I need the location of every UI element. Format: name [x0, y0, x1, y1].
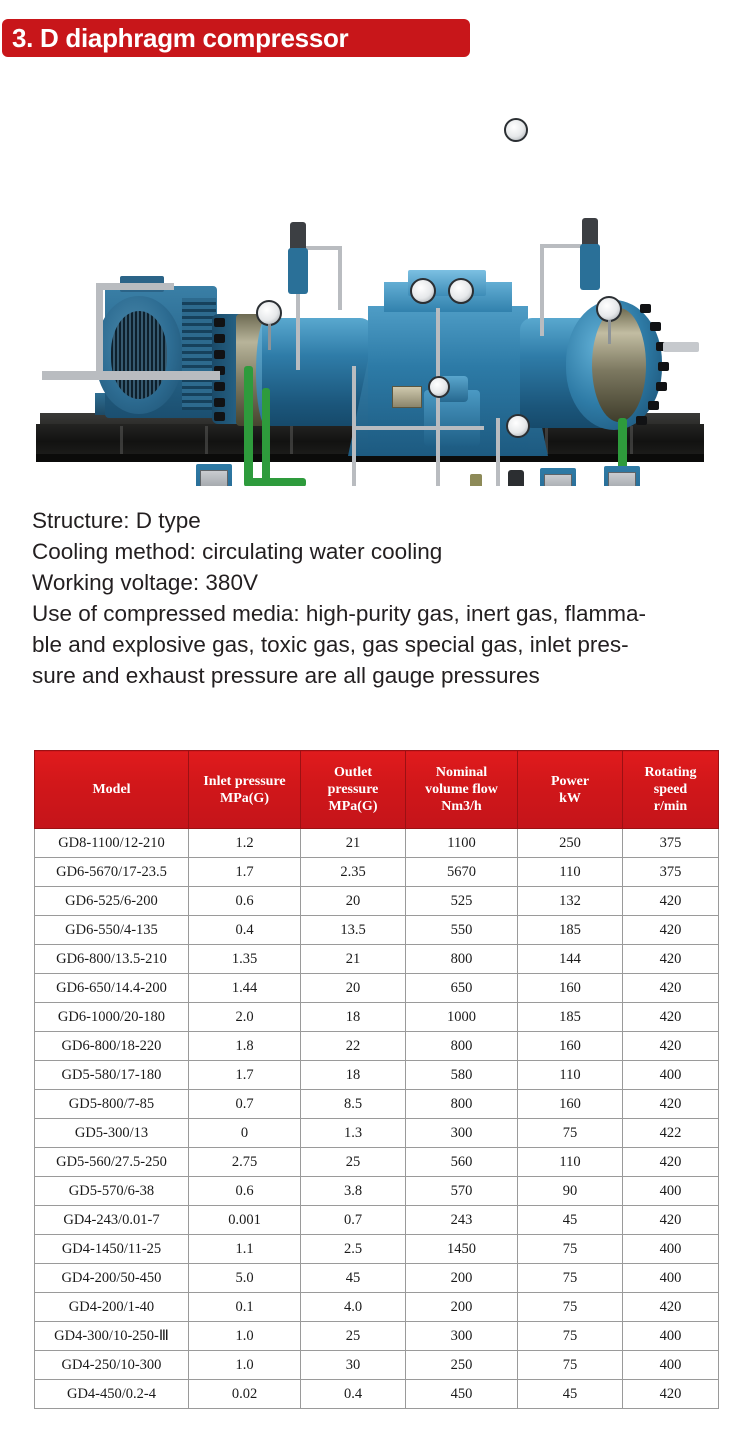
motor-cooling-fins: [182, 298, 216, 410]
table-row: [35, 974, 719, 1003]
control-tubing: [496, 418, 500, 486]
suction-top-run: [96, 283, 174, 290]
table-row: [35, 829, 719, 858]
cell-nominal-volume-flow: 300: [406, 1119, 518, 1148]
cell-model: GD6-525/6-200: [35, 887, 189, 916]
column-header-power: Power kW: [518, 751, 623, 829]
cell-rotating-speed: 420: [623, 1090, 719, 1119]
inlet-valve-body: [288, 248, 308, 294]
cell-model: GD4-1450/11-25: [35, 1235, 189, 1264]
table-row: [35, 916, 719, 945]
cooling-water-pipe: [244, 478, 306, 486]
suction-pipe: [42, 371, 220, 380]
cell-rotating-speed: 420: [623, 1206, 719, 1235]
cell-nominal-volume-flow: 1100: [406, 829, 518, 858]
cell-power: 110: [518, 1148, 623, 1177]
specification-table: [34, 750, 719, 1409]
base-rib: [120, 426, 123, 454]
flange-bolt: [214, 334, 225, 343]
cell-outlet-pressure: 22: [301, 1032, 406, 1061]
pressure-gauge-icon: [448, 278, 474, 304]
cell-rotating-speed: 400: [623, 1235, 719, 1264]
column-header-nominal-volume-flow: Nominal volume flow Nm3/h: [406, 751, 518, 829]
cell-outlet-pressure: 3.8: [301, 1177, 406, 1206]
cell-inlet-pressure: 1.44: [189, 974, 301, 1003]
cell-power: 75: [518, 1322, 623, 1351]
description-line: Structure: D type: [32, 508, 201, 533]
cell-power: 75: [518, 1235, 623, 1264]
junction-box-plate: [608, 472, 636, 486]
cell-inlet-pressure: 1.0: [189, 1322, 301, 1351]
junction-box-plate: [544, 474, 572, 486]
cell-model: GD6-800/13.5-210: [35, 945, 189, 974]
table-row: [35, 1061, 719, 1090]
cell-model: GD4-200/50-450: [35, 1264, 189, 1293]
cell-model: GD6-650/14.4-200: [35, 974, 189, 1003]
cell-power: 75: [518, 1119, 623, 1148]
cell-rotating-speed: 400: [623, 1177, 719, 1206]
cell-outlet-pressure: 8.5: [301, 1090, 406, 1119]
table-header-row: [35, 751, 719, 829]
column-header-outlet-pressure: Outlet pressure MPa(G): [301, 751, 406, 829]
flange-bolt: [214, 382, 225, 391]
cell-outlet-pressure: 13.5: [301, 916, 406, 945]
cell-outlet-pressure: 18: [301, 1003, 406, 1032]
cell-rotating-speed: 420: [623, 1148, 719, 1177]
lubricator: [470, 474, 482, 486]
pressure-gauge-icon: [410, 278, 436, 304]
cell-rotating-speed: 420: [623, 1032, 719, 1061]
table-row: [35, 1264, 719, 1293]
cell-outlet-pressure: 25: [301, 1148, 406, 1177]
table-row: [35, 1322, 719, 1351]
cell-outlet-pressure: 21: [301, 945, 406, 974]
cell-outlet-pressure: 25: [301, 1322, 406, 1351]
right-cylinder-ring: [592, 308, 646, 422]
cooling-water-pipe: [262, 388, 270, 484]
cell-nominal-volume-flow: 800: [406, 945, 518, 974]
cell-model: GD5-580/17-180: [35, 1061, 189, 1090]
cell-outlet-pressure: 0.7: [301, 1206, 406, 1235]
cell-rotating-speed: 375: [623, 858, 719, 887]
description-line: Cooling method: circulating water cooling: [32, 539, 443, 564]
table-row: [35, 1032, 719, 1061]
cell-nominal-volume-flow: 580: [406, 1061, 518, 1090]
table-row: [35, 1148, 719, 1177]
cell-nominal-volume-flow: 1450: [406, 1235, 518, 1264]
pressure-gauge-icon: [596, 296, 622, 322]
cell-rotating-speed: 420: [623, 887, 719, 916]
cell-rotating-speed: 375: [623, 829, 719, 858]
cell-rotating-speed: 420: [623, 916, 719, 945]
cell-power: 132: [518, 887, 623, 916]
left-cylinder-body: [262, 318, 374, 426]
description-line: Use of compressed media: high-purity gas, inert gas, flamma-: [32, 601, 647, 626]
cell-outlet-pressure: 18: [301, 1061, 406, 1090]
cell-rotating-speed: 400: [623, 1061, 719, 1090]
cell-nominal-volume-flow: 243: [406, 1206, 518, 1235]
cell-outlet-pressure: 2.35: [301, 858, 406, 887]
cell-model: GD4-243/0.01-7: [35, 1206, 189, 1235]
table-row: [35, 1235, 719, 1264]
table-row: [35, 1119, 719, 1148]
cell-rotating-speed: 420: [623, 1003, 719, 1032]
flange-bolt: [648, 401, 659, 410]
cell-outlet-pressure: 4.0: [301, 1293, 406, 1322]
flange-bolt: [214, 398, 225, 407]
cell-inlet-pressure: 1.7: [189, 858, 301, 887]
cell-inlet-pressure: 1.35: [189, 945, 301, 974]
cell-nominal-volume-flow: 550: [406, 916, 518, 945]
cell-rotating-speed: 420: [623, 974, 719, 1003]
column-header-rotating-speed: Rotating speed r/min: [623, 751, 719, 829]
cell-inlet-pressure: 0.6: [189, 1177, 301, 1206]
cell-inlet-pressure: 2.75: [189, 1148, 301, 1177]
column-header-model: Model: [35, 751, 189, 829]
flange-bolt: [640, 304, 651, 313]
flange-bolt: [214, 412, 225, 421]
machine-nameplate: [392, 386, 422, 408]
outlet-flange-nozzle: [663, 342, 699, 352]
cell-model: GD5-300/13: [35, 1119, 189, 1148]
cell-power: 45: [518, 1380, 623, 1409]
table-body: [35, 829, 719, 1409]
table-row: [35, 858, 719, 887]
cell-nominal-volume-flow: 525: [406, 887, 518, 916]
cell-nominal-volume-flow: 800: [406, 1090, 518, 1119]
base-rib: [205, 426, 208, 454]
description-line: ble and explosive gas, toxic gas, gas special gas, inlet pres-: [32, 632, 629, 657]
cell-power: 160: [518, 1032, 623, 1061]
flange-bolt: [656, 382, 667, 391]
base-rib: [290, 426, 293, 454]
cell-nominal-volume-flow: 300: [406, 1322, 518, 1351]
cell-power: 110: [518, 1061, 623, 1090]
cell-model: GD6-5670/17-23.5: [35, 858, 189, 887]
cell-inlet-pressure: 1.8: [189, 1032, 301, 1061]
cell-model: GD6-800/18-220: [35, 1032, 189, 1061]
cell-nominal-volume-flow: 800: [406, 1032, 518, 1061]
specification-table-container: [34, 750, 718, 1409]
cell-rotating-speed: 420: [623, 1380, 719, 1409]
cell-rotating-speed: 400: [623, 1264, 719, 1293]
cell-outlet-pressure: 30: [301, 1351, 406, 1380]
cell-rotating-speed: 420: [623, 945, 719, 974]
cell-nominal-volume-flow: 5670: [406, 858, 518, 887]
cell-inlet-pressure: 0.6: [189, 887, 301, 916]
cell-power: 185: [518, 916, 623, 945]
cell-inlet-pressure: 1.0: [189, 1351, 301, 1380]
product-description: [32, 505, 722, 691]
motor-fan-grille: [111, 311, 167, 399]
column-header-inlet-pressure: Inlet pressure MPa(G): [189, 751, 301, 829]
gauge-stem: [608, 320, 611, 344]
table-row: [35, 1003, 719, 1032]
cell-power: 250: [518, 829, 623, 858]
pressure-gauge-icon: [428, 376, 450, 398]
cell-inlet-pressure: 0.7: [189, 1090, 301, 1119]
cell-rotating-speed: 400: [623, 1322, 719, 1351]
pressure-gauge-icon: [504, 118, 528, 142]
description-line: sure and exhaust pressure are all gauge pressures: [32, 663, 540, 688]
cell-model: GD4-200/1-40: [35, 1293, 189, 1322]
flange-bolt: [650, 322, 661, 331]
flange-bolt: [214, 350, 225, 359]
cell-model: GD6-1000/20-180: [35, 1003, 189, 1032]
cell-rotating-speed: 400: [623, 1351, 719, 1380]
control-tubing: [338, 246, 342, 310]
cell-power: 144: [518, 945, 623, 974]
cell-model: GD8-1100/12-210: [35, 829, 189, 858]
cell-power: 185: [518, 1003, 623, 1032]
cell-outlet-pressure: 21: [301, 829, 406, 858]
cell-power: 160: [518, 1090, 623, 1119]
cell-model: GD4-250/10-300: [35, 1351, 189, 1380]
cell-inlet-pressure: 0.1: [189, 1293, 301, 1322]
control-tubing: [540, 246, 544, 336]
cell-inlet-pressure: 1.7: [189, 1061, 301, 1090]
cell-outlet-pressure: 1.3: [301, 1119, 406, 1148]
cell-power: 45: [518, 1206, 623, 1235]
cell-nominal-volume-flow: 450: [406, 1380, 518, 1409]
outlet-valve-body: [580, 244, 600, 290]
cell-power: 90: [518, 1177, 623, 1206]
cell-rotating-speed: 422: [623, 1119, 719, 1148]
oil-filter: [508, 470, 524, 486]
cell-outlet-pressure: 20: [301, 974, 406, 1003]
description-line: Working voltage: 380V: [32, 570, 258, 595]
cell-outlet-pressure: 0.4: [301, 1380, 406, 1409]
cell-model: GD5-800/7-85: [35, 1090, 189, 1119]
base-rib: [630, 426, 633, 454]
table-row: [35, 1177, 719, 1206]
cell-nominal-volume-flow: 560: [406, 1148, 518, 1177]
junction-box-plate: [200, 470, 228, 486]
suction-riser: [96, 286, 103, 376]
control-tubing: [352, 426, 484, 430]
cell-power: 110: [518, 858, 623, 887]
cell-nominal-volume-flow: 570: [406, 1177, 518, 1206]
cell-power: 75: [518, 1351, 623, 1380]
cell-outlet-pressure: 20: [301, 887, 406, 916]
table-row: [35, 1293, 719, 1322]
flange-bolt: [636, 416, 647, 425]
cell-inlet-pressure: 2.0: [189, 1003, 301, 1032]
cell-inlet-pressure: 0.02: [189, 1380, 301, 1409]
page-title: 3. D diaphragm compressor: [12, 23, 349, 53]
table-row: [35, 1351, 719, 1380]
cell-model: GD5-560/27.5-250: [35, 1148, 189, 1177]
cell-inlet-pressure: 0.001: [189, 1206, 301, 1235]
cell-inlet-pressure: 1.1: [189, 1235, 301, 1264]
table-row: [35, 945, 719, 974]
cell-power: 75: [518, 1293, 623, 1322]
cell-outlet-pressure: 2.5: [301, 1235, 406, 1264]
pressure-gauge-icon: [256, 300, 282, 326]
cell-power: 75: [518, 1264, 623, 1293]
cell-nominal-volume-flow: 200: [406, 1264, 518, 1293]
cell-rotating-speed: 420: [623, 1293, 719, 1322]
cell-model: GD6-550/4-135: [35, 916, 189, 945]
cell-model: GD4-450/0.2-4: [35, 1380, 189, 1409]
cell-inlet-pressure: 0: [189, 1119, 301, 1148]
cell-model: GD5-570/6-38: [35, 1177, 189, 1206]
table-row: [35, 1090, 719, 1119]
cell-inlet-pressure: 1.2: [189, 829, 301, 858]
table-row: [35, 1380, 719, 1409]
product-photo: [0, 118, 750, 486]
cell-outlet-pressure: 45: [301, 1264, 406, 1293]
cell-nominal-volume-flow: 1000: [406, 1003, 518, 1032]
cell-inlet-pressure: 5.0: [189, 1264, 301, 1293]
gauge-stem: [268, 324, 271, 350]
pressure-gauge-icon: [506, 414, 530, 438]
cell-inlet-pressure: 0.4: [189, 916, 301, 945]
cell-nominal-volume-flow: 650: [406, 974, 518, 1003]
cell-power: 160: [518, 974, 623, 1003]
flange-bolt: [658, 362, 669, 371]
section-title-banner: [2, 19, 470, 57]
table-row: [35, 887, 719, 916]
table-row: [35, 1206, 719, 1235]
cooling-water-pipe: [244, 366, 253, 484]
cell-nominal-volume-flow: 250: [406, 1351, 518, 1380]
cell-model: GD4-300/10-250-Ⅲ: [35, 1322, 189, 1351]
cell-nominal-volume-flow: 200: [406, 1293, 518, 1322]
flange-bolt: [214, 318, 225, 327]
